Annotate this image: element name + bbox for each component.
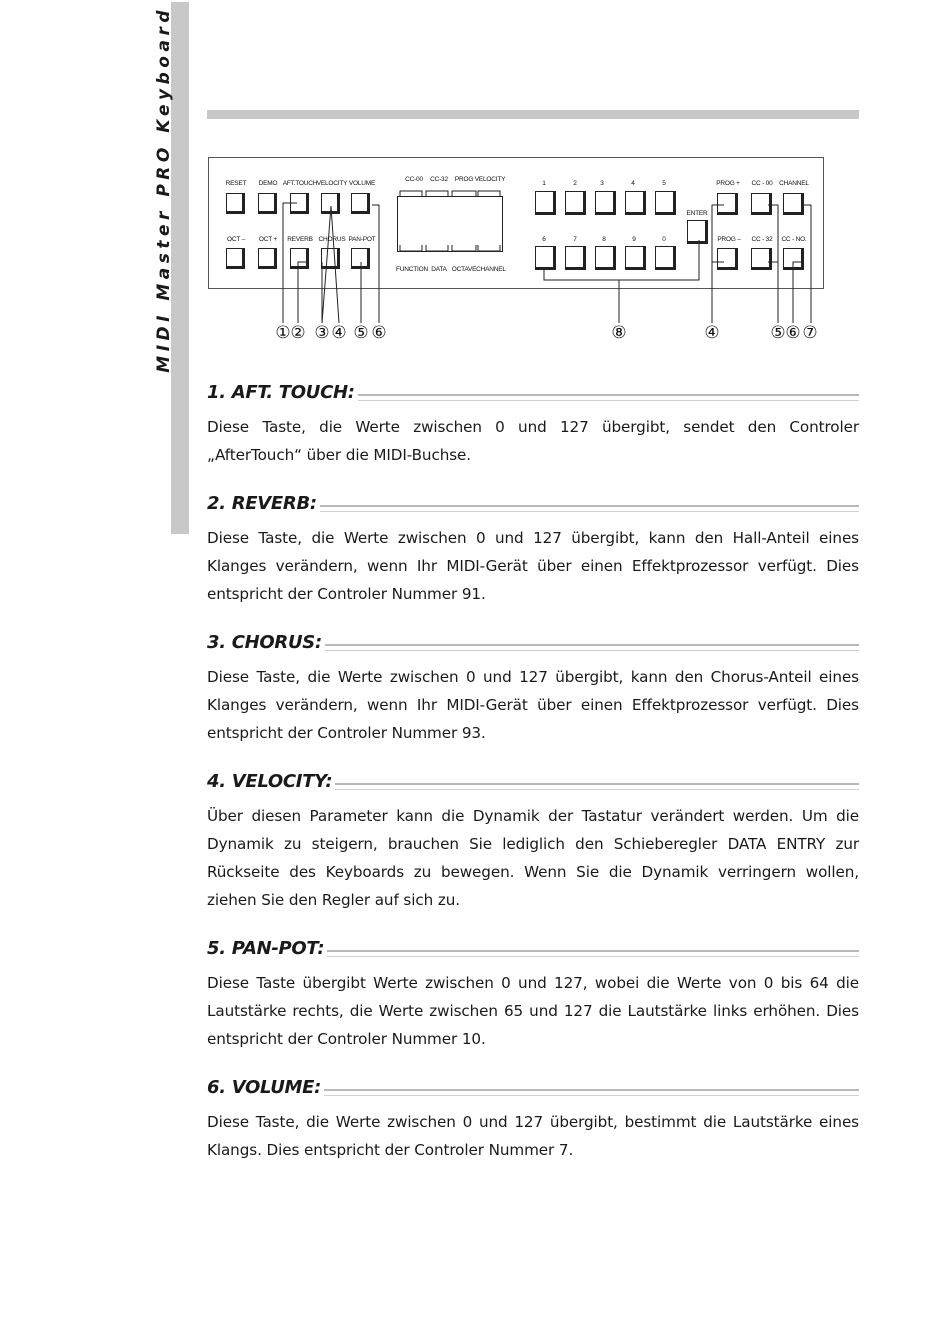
callout-3: ③ <box>314 323 330 343</box>
label-num-4: 4 <box>631 180 635 187</box>
label-pan-pot: PAN-POT <box>348 236 376 243</box>
label-cc-00: CC - 00 <box>751 180 773 187</box>
label-num-0: 0 <box>662 236 666 243</box>
section-chorus <box>207 632 859 747</box>
section-title: 1. AFT. TOUCH: <box>207 382 358 404</box>
section-volume <box>207 1077 859 1164</box>
side-title: MIDI Master PRO Keyboard <box>154 6 174 373</box>
section-title: 5. PAN-POT: <box>207 938 327 960</box>
callout-leader-lines <box>0 0 950 360</box>
label-velocity: VELOCITY <box>316 180 348 187</box>
label-demo: DEMO <box>258 180 278 187</box>
label-num-5: 5 <box>662 180 666 187</box>
label-oct-plus: OCT + <box>258 236 278 243</box>
label-cc-no: CC - NO. <box>781 236 807 243</box>
label-cc00-display: CC-00 <box>405 176 423 183</box>
section-title: 2. REVERB: <box>207 493 320 515</box>
callout-5: ⑤ <box>353 323 369 343</box>
label-reverb: REVERB <box>287 236 313 243</box>
label-data: DATA <box>431 266 447 273</box>
callout-8: ⑧ <box>611 323 627 343</box>
callout-6: ⑥ <box>371 323 387 343</box>
callout-5-cc: ⑤ <box>770 323 786 343</box>
label-cc-32: CC - 32 <box>751 236 773 243</box>
callout-7: ⑦ <box>802 323 818 343</box>
section-aft-touch <box>207 382 859 469</box>
callout-4-prog: ④ <box>704 323 720 343</box>
label-num-1: 1 <box>542 180 546 187</box>
label-num-6: 6 <box>542 236 546 243</box>
section-body: Diese Taste, die Werte zwischen 0 und 127 übergibt, sendet den Controler „AfterTouch“ über die MIDI-Buchse. <box>207 418 859 464</box>
callout-4: ④ <box>331 323 347 343</box>
section-body: Über diesen Parameter kann die Dynamik der Tastatur verändert werden. Um die Dynamik zu steigern, brauchen Sie lediglich den Schieberegler DATA ENTRY zur Rückseite des Keyboards zu bewegen. Wenn Sie die Dynamik verringern wollen, ziehen Sie den Regler auf sich zu. <box>207 807 859 909</box>
section-velocity <box>207 771 859 914</box>
label-prog-display: PROG <box>454 176 474 183</box>
label-function: FUNCTION <box>396 266 428 273</box>
section-body: Diese Taste, die Werte zwischen 0 und 127 übergibt, kann den Hall-Anteil eines Klanges verändern, wenn Ihr MIDI-Gerät über einen Effektprozessor verfügt. Dies entspricht der Controler Nummer 91. <box>207 529 859 603</box>
label-oct-minus: OCT – <box>226 236 246 243</box>
label-num-7: 7 <box>573 236 577 243</box>
label-channel: CHANNEL <box>779 180 809 187</box>
section-body: Diese Taste, die Werte zwischen 0 und 127 übergibt, kann den Chorus-Anteil eines Klanges verändern, wenn Ihr MIDI-Gerät über einen Effektprozessor verfügt. Dies entspricht der Controler Nummer 93. <box>207 668 859 742</box>
label-channel-display: CHANNEL <box>476 266 506 273</box>
callout-2: ② <box>290 323 306 343</box>
label-aft-touch: AFT.TOUCH <box>282 180 318 187</box>
callout-1: ① <box>275 323 291 343</box>
section-title: 6. VOLUME: <box>207 1077 324 1099</box>
label-prog-minus: PROG – <box>717 236 741 243</box>
label-cc32-display: CC-32 <box>430 176 448 183</box>
label-num-9: 9 <box>632 236 636 243</box>
label-velocity-display: VELOCITY <box>474 176 506 183</box>
label-octave: OCTAVE <box>451 266 477 273</box>
section-body: Diese Taste übergibt Werte zwischen 0 und 127, wobei die Werte von 0 bis 64 die Lautstärke rechts, die Werte zwischen 65 und 127 die Lautstärke links erhöhen. Dies entspricht der Controler Nummer 10. <box>207 974 859 1048</box>
section-reverb <box>207 493 859 608</box>
label-num-2: 2 <box>573 180 577 187</box>
section-title: 3. CHORUS: <box>207 632 325 654</box>
callout-6-cc: ⑥ <box>785 323 801 343</box>
label-chorus: CHORUS <box>318 236 346 243</box>
label-volume: VOLUME <box>348 180 376 187</box>
section-body: Diese Taste, die Werte zwischen 0 und 127 übergibt, bestimmt die Lautstärke eines Klangs. Dies entspricht der Controler Nummer 7. <box>207 1113 859 1159</box>
section-pan-pot <box>207 938 859 1053</box>
label-num-3: 3 <box>600 180 604 187</box>
label-reset: RESET <box>225 180 247 187</box>
section-title: 4. VELOCITY: <box>207 771 335 793</box>
label-prog-plus: PROG + <box>716 180 740 187</box>
label-num-8: 8 <box>602 236 606 243</box>
label-enter: ENTER <box>686 210 708 217</box>
